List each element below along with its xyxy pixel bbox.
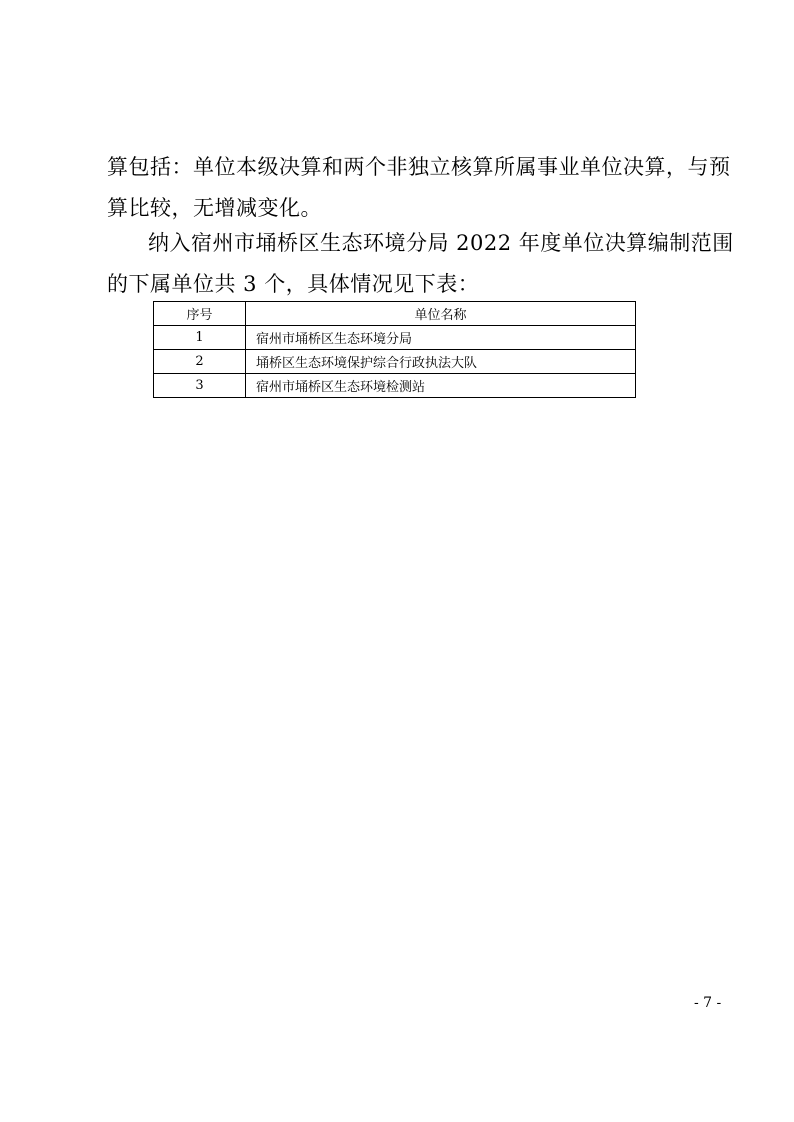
paragraph-1-line-2: 算比较，无增减变化。 [107,196,322,220]
subordinate-units-table [153,301,636,398]
row-unit-name: 宿州市埇桥区生态环境检测站 [246,374,636,398]
table-row [154,374,636,398]
paragraph-1-line-1: 算包括：单位本级决算和两个非独立核算所属事业单位决算，与预 [107,155,731,179]
table-row [154,326,636,350]
row-unit-name: 宿州市埇桥区生态环境分局 [246,326,636,350]
row-serial-number: 1 [154,326,246,350]
row-serial-number: 3 [154,374,246,398]
table-header-row [154,302,636,326]
table-row [154,350,636,374]
header-unit-name: 单位名称 [246,302,636,326]
paragraph-2-line-2: 的下属单位共 3 个，具体情况见下表： [107,272,480,296]
row-serial-number: 2 [154,350,246,374]
row-unit-name: 埇桥区生态环境保护综合行政执法大队 [246,350,636,374]
page-number: - 7 - [694,995,722,1011]
header-serial-number: 序号 [154,302,246,326]
paragraph-2-line-1: 纳入宿州市埇桥区生态环境分局 2022 年度单位决算编制范围 [148,231,734,255]
